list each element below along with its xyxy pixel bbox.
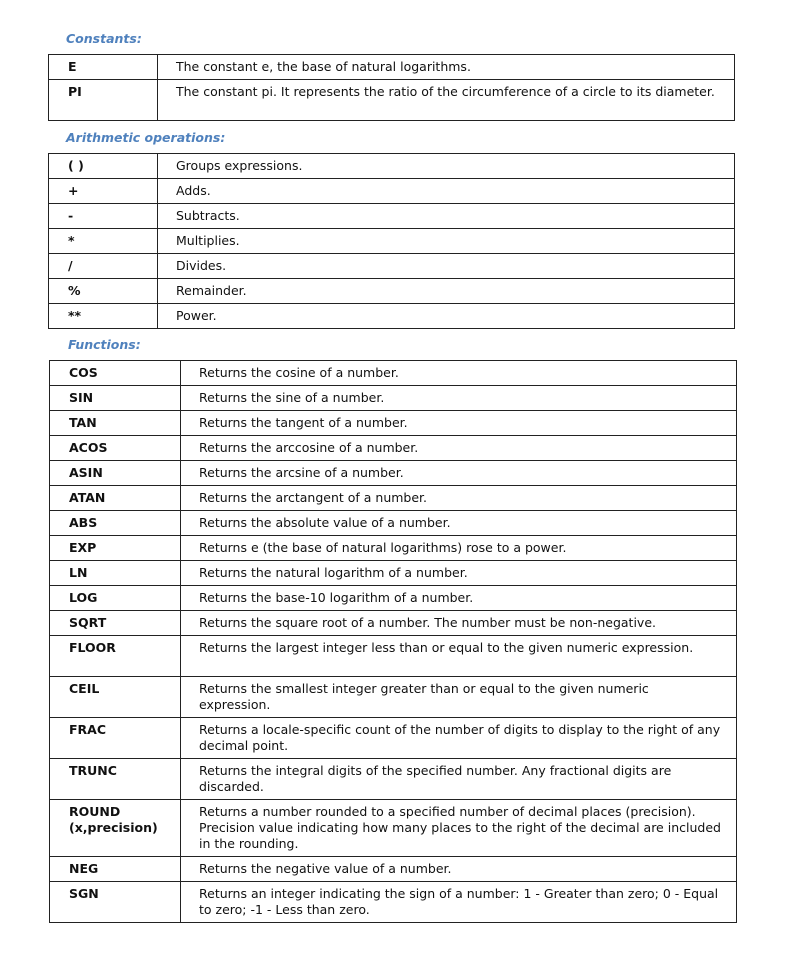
constants-heading: Constants: bbox=[66, 31, 142, 46]
function-description: Returns the arcsine of a number. bbox=[181, 461, 737, 486]
arithmetic-table bbox=[48, 153, 735, 329]
function-description: Returns the smallest integer greater than or equal to the given numeric expression. bbox=[181, 677, 737, 718]
function-description: Returns the arctangent of a number. bbox=[181, 486, 737, 511]
function-name: SIN bbox=[50, 386, 181, 411]
operator-description: Multiplies. bbox=[158, 229, 735, 254]
functions-heading: Functions: bbox=[68, 337, 141, 352]
table-row bbox=[50, 361, 737, 386]
function-name: LN bbox=[50, 561, 181, 586]
table-row bbox=[49, 254, 735, 279]
table-row bbox=[49, 179, 735, 204]
table-row bbox=[50, 586, 737, 611]
table-row bbox=[50, 386, 737, 411]
function-description: Returns a number rounded to a specified number of decimal places (precision). Precision value indicating how many places to the right of the decimal are included in the rounding. bbox=[181, 800, 737, 857]
table-row bbox=[50, 857, 737, 882]
table-row bbox=[49, 154, 735, 179]
table-row bbox=[50, 511, 737, 536]
operator-description: Divides. bbox=[158, 254, 735, 279]
table-row bbox=[50, 718, 737, 759]
function-description: Returns a locale-specific count of the number of digits to display to the right of any decimal point. bbox=[181, 718, 737, 759]
table-row bbox=[50, 561, 737, 586]
table-row bbox=[49, 304, 735, 329]
function-description: Returns the sine of a number. bbox=[181, 386, 737, 411]
function-description: Returns e (the base of natural logarithms) rose to a power. bbox=[181, 536, 737, 561]
constant-description: The constant e, the base of natural logarithms. bbox=[158, 55, 735, 80]
operator-symbol: ( ) bbox=[49, 154, 158, 179]
table-row bbox=[50, 636, 737, 677]
function-name: ATAN bbox=[50, 486, 181, 511]
operator-symbol: - bbox=[49, 204, 158, 229]
table-row bbox=[49, 80, 735, 121]
function-name: CEIL bbox=[50, 677, 181, 718]
function-description: Returns the base-10 logarithm of a number. bbox=[181, 586, 737, 611]
arithmetic-heading: Arithmetic operations: bbox=[66, 130, 226, 145]
constants-table bbox=[48, 54, 735, 121]
function-name: TRUNC bbox=[50, 759, 181, 800]
table-row bbox=[50, 536, 737, 561]
function-description: Returns the arccosine of a number. bbox=[181, 436, 737, 461]
operator-description: Power. bbox=[158, 304, 735, 329]
table-row bbox=[49, 55, 735, 80]
table-row bbox=[50, 461, 737, 486]
table-row bbox=[50, 411, 737, 436]
table-row bbox=[49, 229, 735, 254]
operator-description: Remainder. bbox=[158, 279, 735, 304]
operator-symbol: + bbox=[49, 179, 158, 204]
function-name: COS bbox=[50, 361, 181, 386]
table-row bbox=[50, 486, 737, 511]
function-name: ROUND (x,precision) bbox=[50, 800, 181, 857]
function-description: Returns the integral digits of the specified number. Any fractional digits are discarded. bbox=[181, 759, 737, 800]
function-name: ABS bbox=[50, 511, 181, 536]
function-name: NEG bbox=[50, 857, 181, 882]
function-description: Returns the square root of a number. The number must be non-negative. bbox=[181, 611, 737, 636]
functions-table bbox=[49, 360, 737, 923]
function-description: Returns the natural logarithm of a number. bbox=[181, 561, 737, 586]
function-description: Returns the tangent of a number. bbox=[181, 411, 737, 436]
function-name: SQRT bbox=[50, 611, 181, 636]
function-name: FLOOR bbox=[50, 636, 181, 677]
function-description: Returns the largest integer less than or equal to the given numeric expression. bbox=[181, 636, 737, 677]
operator-description: Groups expressions. bbox=[158, 154, 735, 179]
function-name: FRAC bbox=[50, 718, 181, 759]
constant-description: The constant pi. It represents the ratio of the circumference of a circle to its diameter. bbox=[158, 80, 735, 121]
table-row bbox=[50, 759, 737, 800]
function-name: LOG bbox=[50, 586, 181, 611]
table-row bbox=[49, 204, 735, 229]
operator-symbol: ** bbox=[49, 304, 158, 329]
function-description: Returns the absolute value of a number. bbox=[181, 511, 737, 536]
table-row bbox=[50, 611, 737, 636]
table-row bbox=[49, 279, 735, 304]
constant-name: E bbox=[49, 55, 158, 80]
function-name: TAN bbox=[50, 411, 181, 436]
function-description: Returns the negative value of a number. bbox=[181, 857, 737, 882]
function-name: ASIN bbox=[50, 461, 181, 486]
table-row bbox=[50, 677, 737, 718]
constant-name: PI bbox=[49, 80, 158, 121]
function-name: SGN bbox=[50, 882, 181, 923]
table-row bbox=[50, 800, 737, 857]
operator-symbol: % bbox=[49, 279, 158, 304]
operator-description: Adds. bbox=[158, 179, 735, 204]
function-name: ACOS bbox=[50, 436, 181, 461]
function-description: Returns the cosine of a number. bbox=[181, 361, 737, 386]
operator-symbol: / bbox=[49, 254, 158, 279]
operator-description: Subtracts. bbox=[158, 204, 735, 229]
operator-symbol: * bbox=[49, 229, 158, 254]
function-name: EXP bbox=[50, 536, 181, 561]
function-description: Returns an integer indicating the sign of a number: 1 - Greater than zero; 0 - Equal to zero; -1 - Less than zero. bbox=[181, 882, 737, 923]
table-row bbox=[50, 436, 737, 461]
table-row bbox=[50, 882, 737, 923]
